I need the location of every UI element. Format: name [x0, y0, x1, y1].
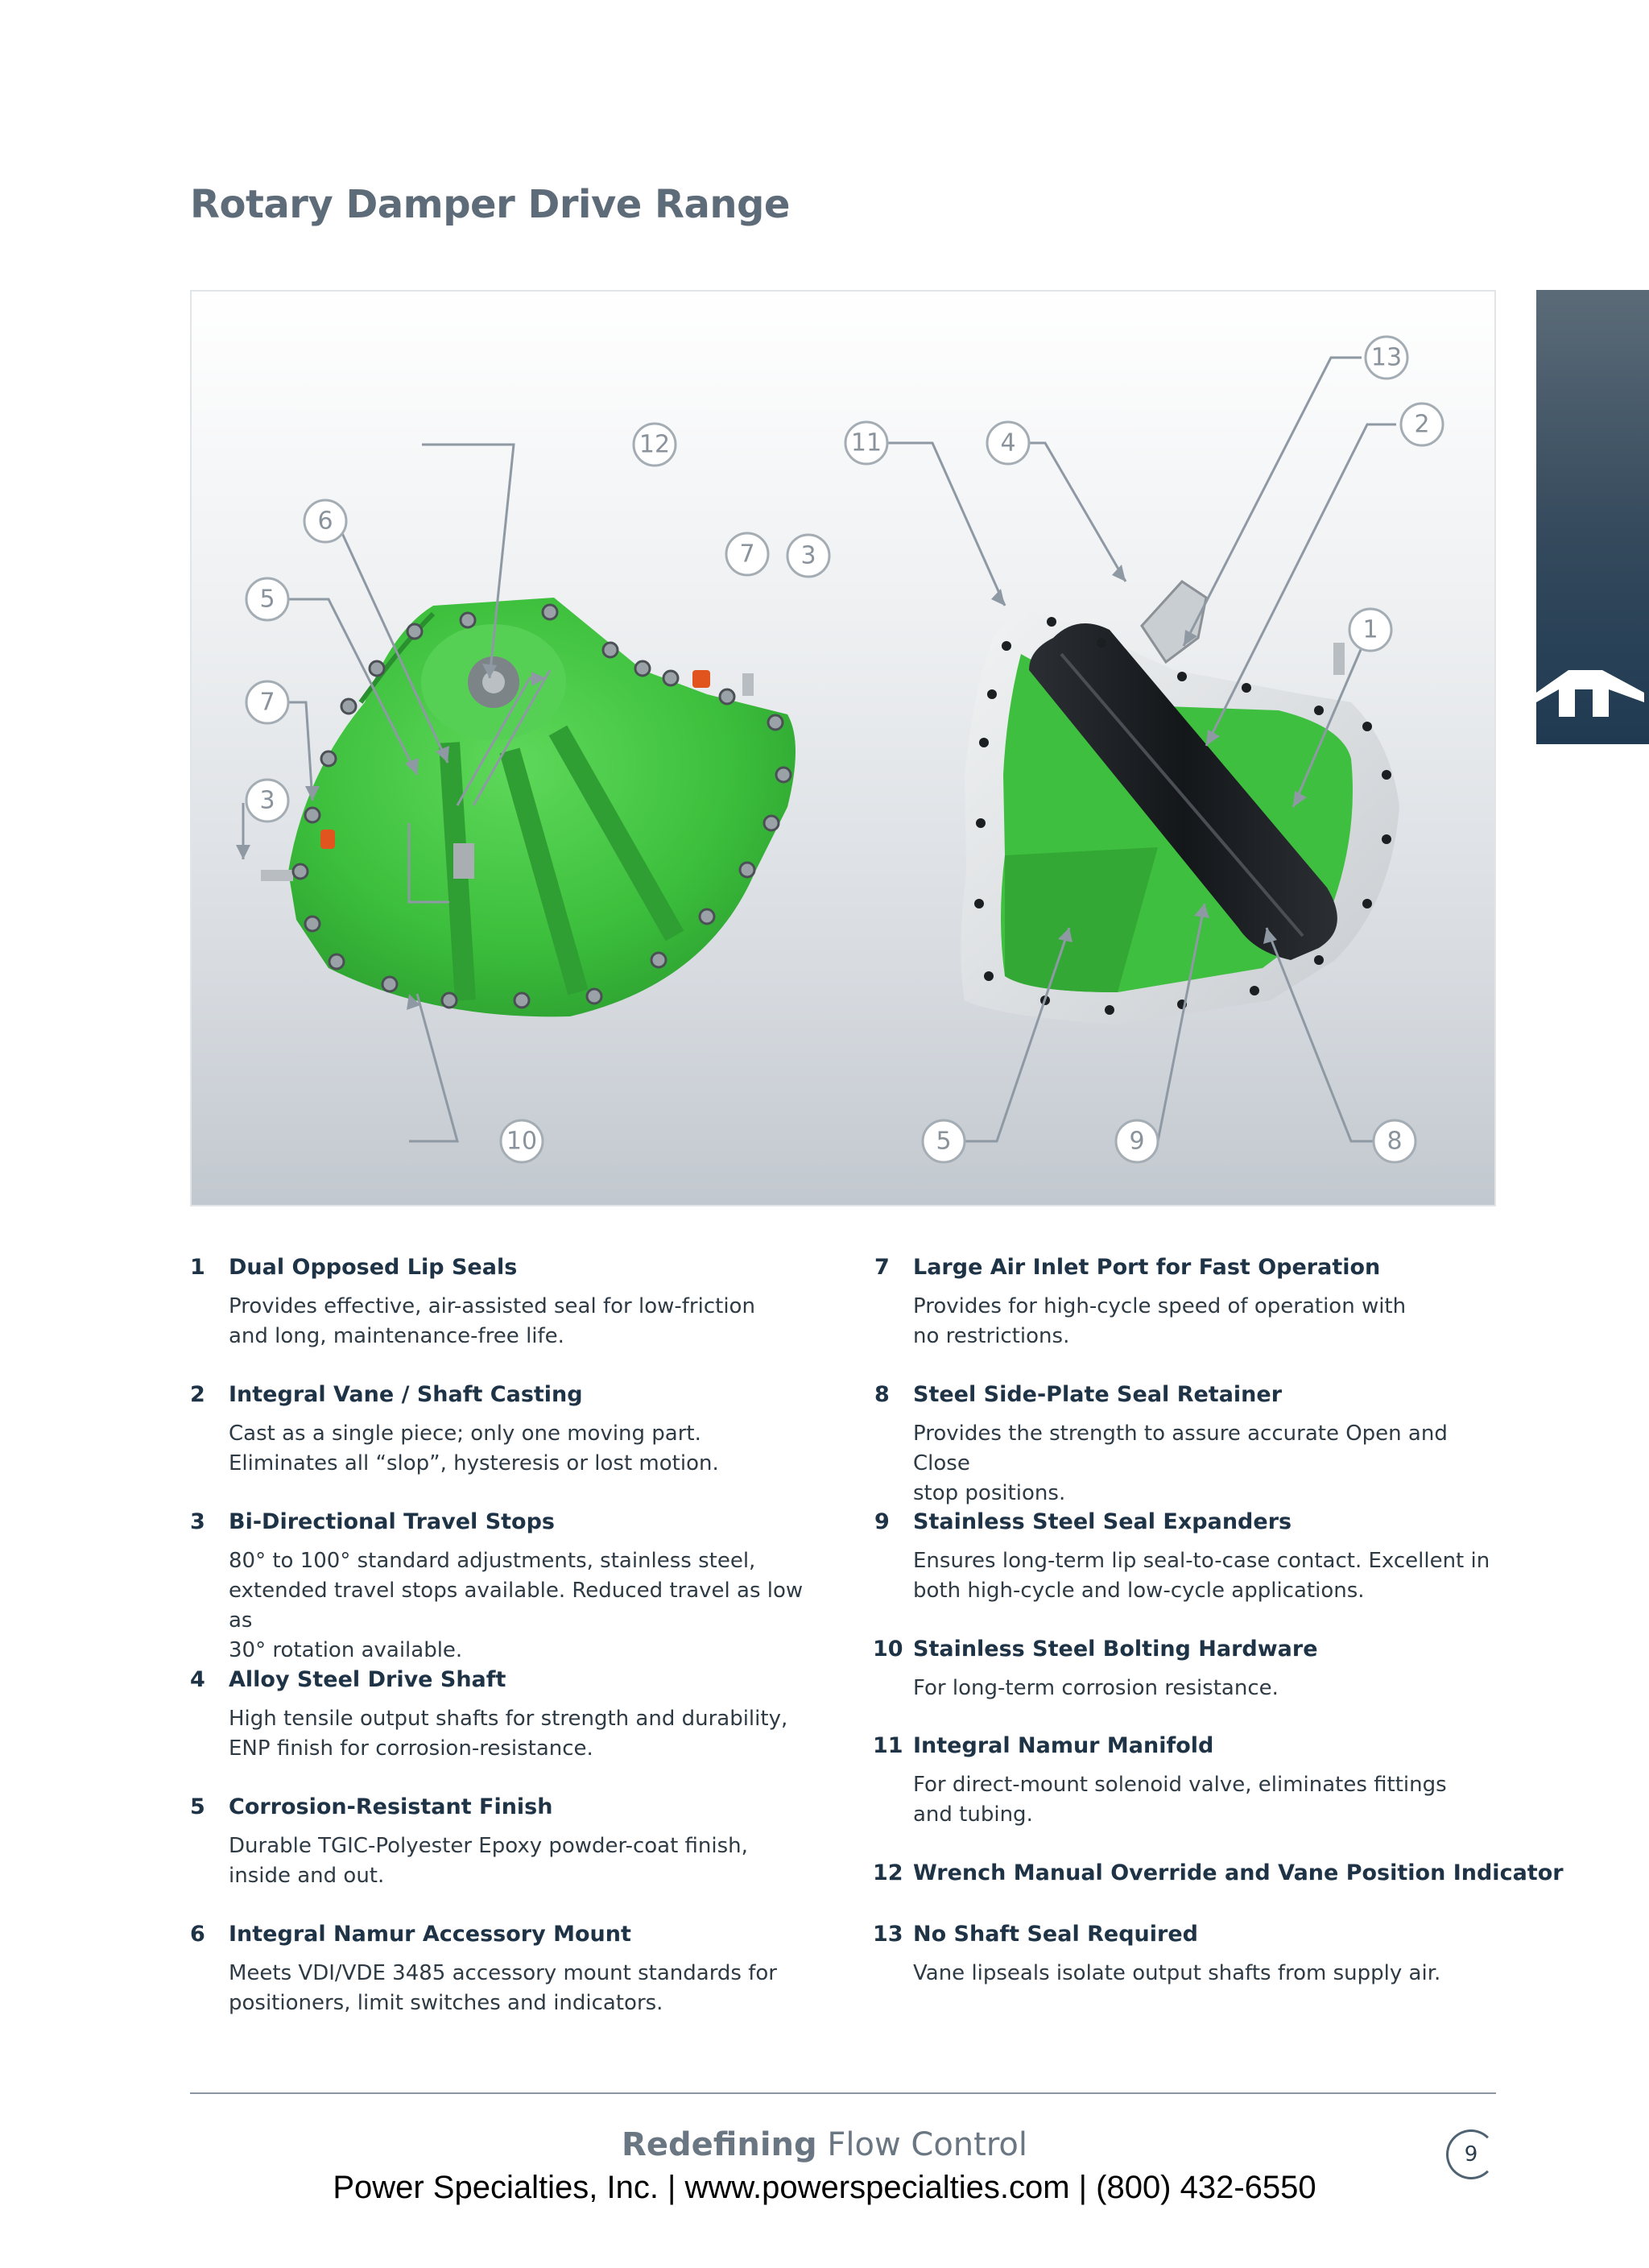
svg-text:7: 7	[259, 688, 275, 717]
feature-number: 9	[874, 1509, 890, 1534]
callout-5	[246, 578, 288, 620]
svg-text:5: 5	[936, 1127, 952, 1156]
callout-10	[501, 1120, 543, 1162]
feature-title: Large Air Inlet Port for Fast Operation	[913, 1255, 1381, 1280]
svg-text:10: 10	[506, 1127, 538, 1156]
feature-number: 4	[190, 1667, 205, 1692]
callout-8	[1374, 1120, 1415, 1162]
feature-title: Corrosion-Resistant Finish	[229, 1794, 553, 1819]
page-number: 9	[1446, 2129, 1496, 2179]
svg-text:3: 3	[800, 541, 816, 570]
svg-text:3: 3	[259, 786, 275, 815]
feature-title: Steel Side-Plate Seal Retainer	[913, 1382, 1283, 1407]
tagline-bold: Redefining	[622, 2126, 817, 2163]
callout-7b	[726, 533, 768, 575]
feature-description: Cast as a single piece; only one moving part. Eliminates all “slop”, hysteresis or lost motion.	[229, 1422, 719, 1475]
feature-number: 8	[874, 1382, 890, 1407]
footer-contact: Power Specialties, Inc. | www.powerspecialties.com | (800) 432-6550	[333, 2170, 1316, 2205]
page-title: Rotary Damper Drive Range	[190, 182, 790, 227]
footer-divider	[190, 2092, 1496, 2094]
feature-number: 6	[190, 1922, 205, 1947]
feature-list	[190, 1255, 1564, 2044]
feature-description: Provides for high-cycle speed of operation with no restrictions.	[913, 1294, 1407, 1348]
footer-tagline	[0, 2126, 1649, 2163]
feature-description: For direct-mount solenoid valve, eliminates fittings and tubing.	[913, 1773, 1447, 1827]
arrow-up-icon	[1536, 290, 1649, 744]
svg-text:12: 12	[639, 430, 671, 459]
feature-title: Stainless Steel Bolting Hardware	[913, 1637, 1318, 1662]
feature-title: Alloy Steel Drive Shaft	[229, 1667, 506, 1692]
feature-number: 7	[874, 1255, 890, 1280]
svg-text:2: 2	[1414, 410, 1430, 439]
feature-description: Provides the strength to assure accurate Open and Close stop positions.	[913, 1422, 1448, 1505]
feature-description: Vane lipseals isolate output shafts from supply air.	[913, 1961, 1441, 1985]
feature-title: Wrench Manual Override and Vane Position Indicator	[913, 1860, 1564, 1885]
feature-number: 2	[190, 1382, 205, 1407]
feature-title: Stainless Steel Seal Expanders	[913, 1509, 1292, 1534]
feature-number: 12	[873, 1860, 903, 1885]
svg-text:13: 13	[1370, 343, 1403, 372]
svg-text:7: 7	[739, 540, 755, 569]
svg-text:9: 9	[1129, 1127, 1145, 1156]
svg-text:1: 1	[1362, 615, 1378, 644]
side-section-tab[interactable]	[1536, 290, 1649, 744]
feature-description: For long-term corrosion resistance.	[913, 1676, 1279, 1700]
feature-title: Integral Namur Accessory Mount	[229, 1922, 631, 1947]
feature-title: Dual Opposed Lip Seals	[229, 1255, 518, 1280]
callout-9	[1116, 1120, 1158, 1162]
tagline-rest: Flow Control	[816, 2126, 1027, 2163]
feature-number: 13	[873, 1922, 903, 1947]
feature-title: No Shaft Seal Required	[913, 1922, 1198, 1947]
feature-title: Integral Namur Manifold	[913, 1733, 1214, 1758]
feature-number: 1	[190, 1255, 205, 1280]
callout-2	[1401, 404, 1443, 445]
feature-description: Durable TGIC-Polyester Epoxy powder-coat finish, inside and out.	[229, 1834, 748, 1888]
callout-13	[1366, 337, 1407, 379]
feature-number: 3	[190, 1509, 205, 1534]
feature-number: 5	[190, 1794, 205, 1819]
callout-3b	[787, 535, 829, 577]
callout-12	[634, 424, 676, 466]
product-figure	[190, 290, 1496, 1206]
feature-description: Ensures long-term lip seal-to-case contact. Excellent in both high-cycle and low-cycle applications.	[913, 1549, 1490, 1603]
svg-text:11: 11	[850, 428, 882, 457]
feature-number: 10	[873, 1637, 903, 1662]
feature-title: Bi-Directional Travel Stops	[229, 1509, 555, 1534]
feature-description: 80° to 100° standard adjustments, stainless steel, extended travel stops available. Reduced travel as low as 30° rotation available.	[229, 1549, 804, 1662]
svg-text:8: 8	[1387, 1127, 1403, 1156]
svg-text:4: 4	[1000, 428, 1016, 457]
callout-6	[304, 500, 346, 542]
callout-1	[1349, 609, 1391, 651]
svg-text:6: 6	[317, 507, 333, 536]
callout-11	[845, 422, 887, 464]
actuator-left-image	[261, 598, 796, 1016]
callout-7	[246, 681, 288, 723]
callout-3	[246, 780, 288, 822]
svg-text:5: 5	[259, 585, 275, 614]
callout-4	[987, 422, 1029, 464]
feature-description: High tensile output shafts for strength and durability, ENP finish for corrosion-resistance.	[229, 1707, 788, 1761]
feature-title: Integral Vane / Shaft Casting	[229, 1382, 583, 1407]
feature-description: Provides effective, air-assisted seal for low-friction and long, maintenance-free life.	[229, 1294, 755, 1348]
feature-number: 11	[873, 1733, 903, 1758]
actuator-right-image	[961, 581, 1399, 1024]
callout-5b	[923, 1120, 965, 1162]
feature-description: Meets VDI/VDE 3485 accessory mount standards for positioners, limit switches and indicators.	[229, 1961, 777, 2015]
